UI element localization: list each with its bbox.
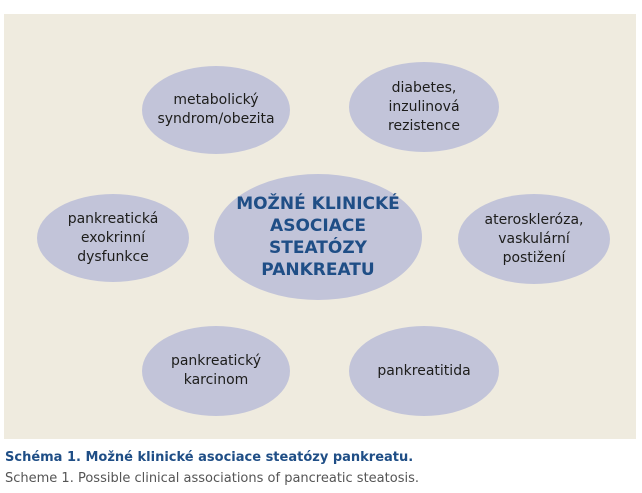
node-label: metabolický syndrom/obezita	[157, 92, 275, 127]
node-carcinoma	[142, 326, 290, 416]
node-atherosclerosis	[458, 194, 610, 284]
central-node-label: MOŽNÉ KLINICKÉ ASOCIACE STEATÓZY PANKREATU	[236, 194, 400, 280]
node-metabolic-syndrome	[142, 66, 290, 154]
node-label: diabetes, inzulinová rezistence	[388, 79, 460, 134]
node-label: ateroskleróza, vaskulární postižení	[484, 211, 584, 266]
node-label: pankreatická exokrinní dysfunkce	[67, 210, 159, 265]
node-label: pankreatický karcinom	[170, 353, 262, 388]
node-pancreatitis	[349, 326, 499, 416]
node-label: pankreatitida	[377, 362, 471, 379]
caption-title: Schéma 1. Možné klinické asociace steatózy pankreatu.	[5, 450, 414, 465]
caption-subtitle: Scheme 1. Possible clinical associations of pancreatic steatosis.	[5, 471, 419, 486]
central-node	[214, 174, 422, 300]
node-exocrine-dysfunction	[37, 194, 189, 282]
node-diabetes	[349, 62, 499, 152]
diagram-panel	[4, 14, 636, 439]
